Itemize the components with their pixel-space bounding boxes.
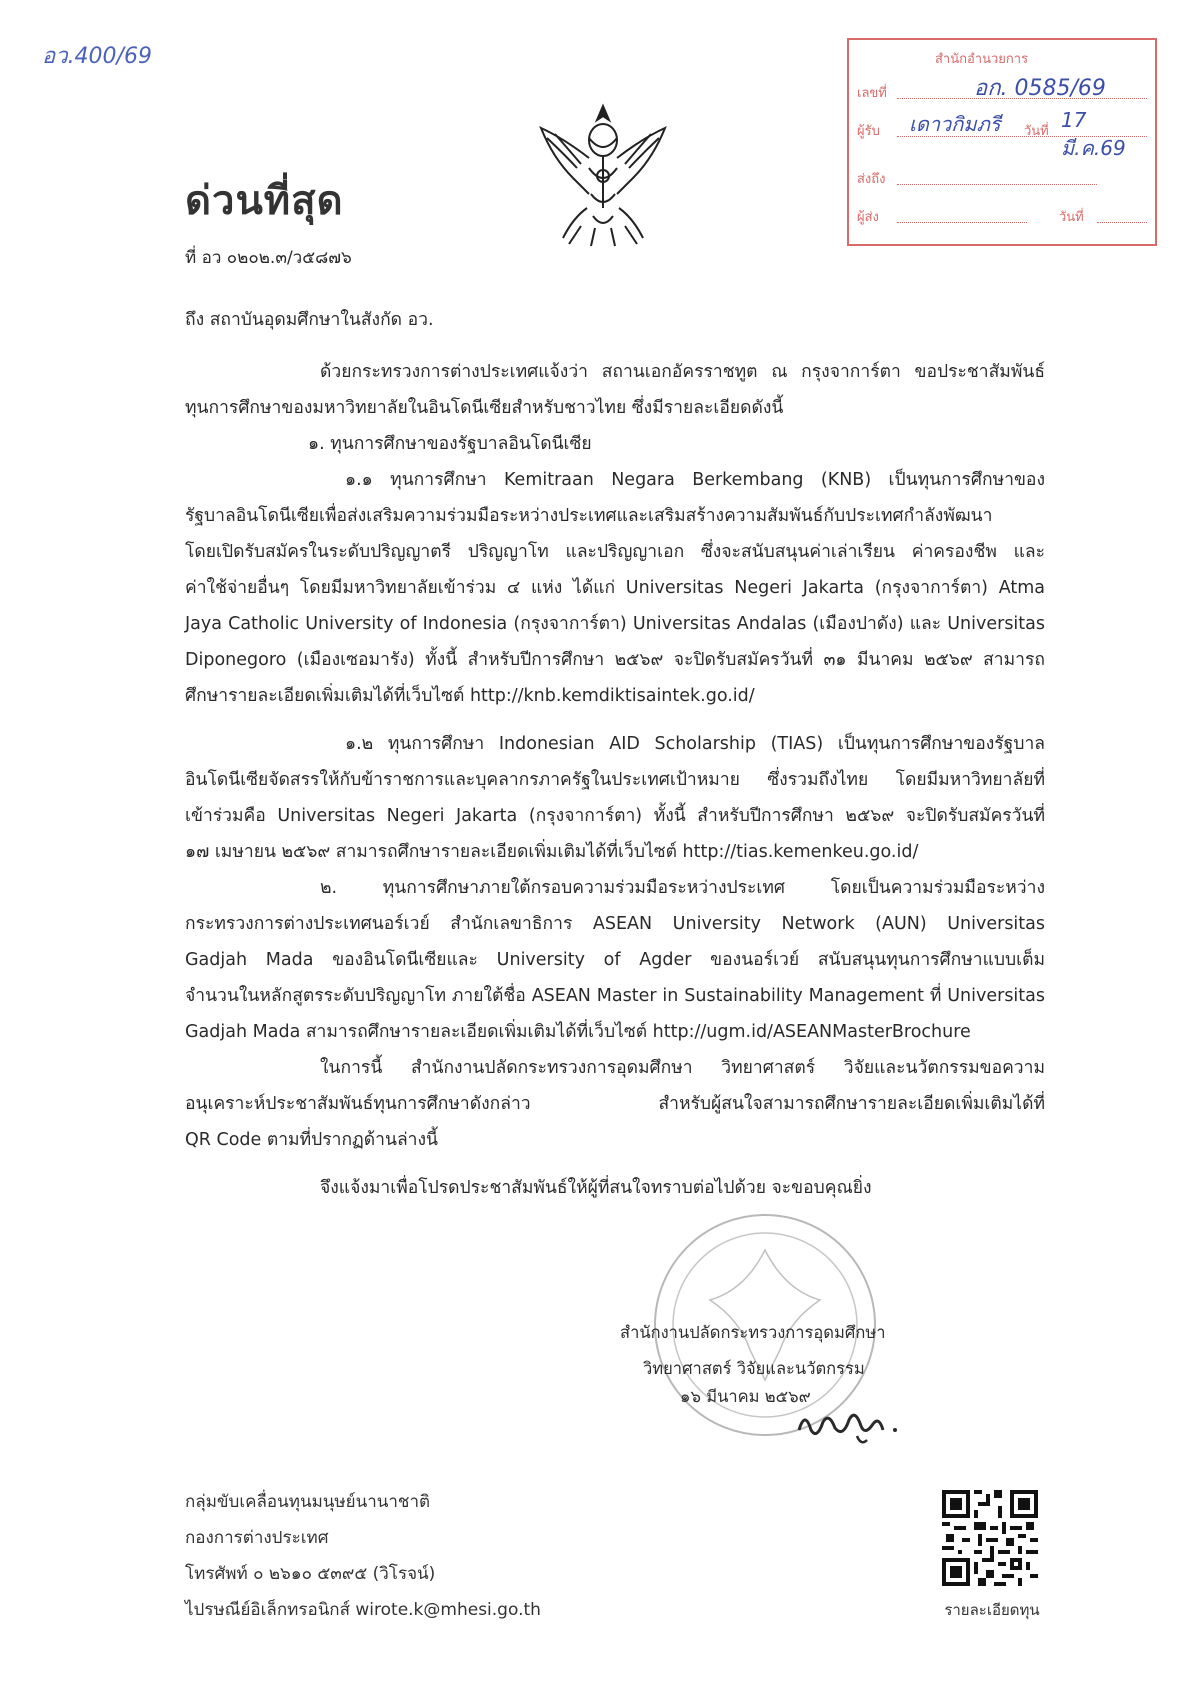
body-line: ในการนี้ สำนักงานปลัดกระทรวงการอุดมศึกษา วิทยาศาสตร์ วิจัยและนวัตกรรมขอความ — [320, 1058, 1045, 1078]
body-line: Gadjah Mada สามารถศึกษารายละเอียดเพิ่มเติมได้ที่เว็บไซต์ http://ugm.id/ASEANMasterBrochure — [185, 1022, 971, 1042]
handwritten-signature — [795, 1400, 905, 1450]
stamp-send-date-label: วันที่ — [1059, 210, 1084, 225]
signature-date: ๑๖ มีนาคม ๒๕๖๙ — [680, 1387, 811, 1406]
stamp-send-label: ผู้ส่ง — [857, 210, 879, 225]
footer-email: ไปรษณีย์อิเล็กทรอนิกส์ wirote.k@mhesi.go.th — [185, 1600, 541, 1620]
footer-phone: โทรศัพท์ ๐ ๒๖๑๐ ๕๓๙๕ (วิโรจน์) — [185, 1564, 436, 1584]
received-stamp — [847, 38, 1157, 246]
signature-office-line1: สำนักงานปลัดกระทรวงการอุดมศึกษา — [620, 1323, 886, 1342]
body-line: อนุเคราะห์ประชาสัมพันธ์ทุนการศึกษาดังกล่าว สำหรับผู้สนใจสามารถศึกษารายละเอียดเพิ่มเติมได้ที่ — [185, 1094, 1045, 1114]
body-line: ศึกษารายละเอียดเพิ่มเติมได้ที่เว็บไซต์ http://knb.kemdiktisaintek.go.id/ — [185, 686, 755, 706]
recipient-line: ถึง สถาบันอุดมศึกษาในสังกัด อว. — [185, 310, 434, 330]
body-line: ๑๗ เมษายน ๒๕๖๙ สามารถศึกษารายละเอียดเพิ่มเติมได้ที่เว็บไซต์ http://tias.kemenkeu.go.id/ — [185, 842, 919, 862]
urgency-label: ด่วนที่สุด — [185, 178, 344, 224]
body-line: จำนวนในหลักสูตรระดับปริญญาโท ภายใต้ชื่อ ASEAN Master in Sustainability Management ที่ Universitas — [185, 986, 1045, 1006]
qr-code[interactable] — [942, 1490, 1038, 1586]
stamp-no-label: เลขที่ — [857, 86, 887, 101]
signature-office-line2: วิทยาศาสตร์ วิจัยและนวัตกรรม — [643, 1359, 865, 1378]
body-line: ทุนการศึกษาของมหาวิทยาลัยในอินโดนีเซียสำหรับชาวไทย ซึ่งมีรายละเอียดดังนี้ — [185, 398, 784, 418]
body-line: ด้วยกระทรวงการต่างประเทศแจ้งว่า สถานเอกอัครราชทูต ณ กรุงจาการ์ตา ขอประชาสัมพันธ์ — [320, 362, 1045, 382]
document-number: ที่ อว ๐๒๐๒.๓/ว๕๘๗๖ — [185, 248, 352, 268]
stamp-no-value: อก. 0585/69 — [974, 76, 1106, 101]
body-line: QR Code ตามที่ปรากฏด้านล่างนี้ — [185, 1130, 439, 1150]
stamp-from-label: ผู้รับ — [857, 124, 880, 139]
stamp-to-label: ส่งถึง — [857, 172, 886, 187]
body-line: เข้าร่วมคือ Universitas Negeri Jakarta (กรุงจาการ์ตา) ทั้งนี้ สำหรับปีการศึกษา ๒๕๖๙ จะปิดรับสมัครวันที่ — [185, 806, 1045, 826]
body-line: Gadjah Mada ของอินโดนีเซียและ University of Agder ของนอร์เวย์ สนับสนุนทุนการศึกษาแบบเต็ม — [185, 950, 1045, 970]
body-line: กระทรวงการต่างประเทศนอร์เวย์ สำนักเลขาธิการ ASEAN University Network (AUN) Universitas — [185, 914, 1045, 934]
body-line: โดยเปิดรับสมัครในระดับปริญญาตรี ปริญญาโท และปริญญาเอก ซึ่งจะสนับสนุนค่าเล่าเรียน ค่าครองชีพ และ — [185, 542, 1045, 562]
footer-department: กลุ่มขับเคลื่อนทุนมนุษย์นานาชาติ — [185, 1492, 431, 1512]
body-line: ๑. ทุนการศึกษาของรัฐบาลอินโดนีเซีย — [308, 434, 592, 454]
garuda-emblem — [533, 98, 673, 248]
stamp-from-value: เดาวกิมภรี — [909, 112, 1001, 136]
stamp-date-label: วันที่ — [1024, 124, 1049, 139]
body-line: Diponegoro (เมืองเซอมารัง) ทั้งนี้ สำหรับปีการศึกษา ๒๕๖๙ จะปิดรับสมัครวันที่ ๓๑ มีนาคม ๒๕๖๙ สามารถ — [185, 650, 1045, 670]
footer-division: กองการต่างประเทศ — [185, 1528, 329, 1548]
body-line: Jaya Catholic University of Indonesia (กรุงจาการ์ตา) Universitas Andalas (เมืองปาดัง) และ Universitas — [185, 614, 1045, 634]
body-line: อินโดนีเซียจัดสรรให้กับข้าราชการและบุคลากรภาครัฐในประเทศเป้าหมาย ซึ่งรวมถึงไทย โดยมีมหาวิทยาลัยที่ — [185, 770, 1045, 790]
body-line: ๑.๑ ทุนการศึกษา Kemitraan Negara Berkembang (KNB) เป็นทุนการศึกษาของ — [345, 470, 1045, 490]
handwritten-reference: อว.400/69 — [42, 44, 152, 69]
stamp-title: สำนักอำนวยการ — [935, 52, 1029, 67]
body-line: ค่าใช้จ่ายอื่นๆ โดยมีมหาวิทยาลัยเข้าร่วม ๔ แห่ง ได้แก่ Universitas Negeri Jakarta (กรุงจาการ์ตา) Atma — [185, 578, 1045, 598]
body-line: รัฐบาลอินโดนีเซียเพื่อส่งเสริมความร่วมมือระหว่างประเทศและเสริมสร้างความสัมพันธ์กับประเทศกำลังพัฒนา — [185, 506, 993, 526]
closing-line: จึงแจ้งมาเพื่อโปรดประชาสัมพันธ์ให้ผู้ที่สนใจทราบต่อไปด้วย จะขอบคุณยิ่ง — [320, 1178, 872, 1198]
qr-caption: รายละเอียดทุน — [944, 1601, 1040, 1619]
body-line: ๒. ทุนการศึกษาภายใต้กรอบความร่วมมือระหว่างประเทศ โดยเป็นความร่วมมือระหว่าง — [320, 878, 1045, 898]
body-line: ๑.๒ ทุนการศึกษา Indonesian AID Scholarship (TIAS) เป็นทุนการศึกษาของรัฐบาล — [345, 734, 1045, 754]
stamp-date-value: 17 มี.ค.69 — [1061, 108, 1126, 160]
